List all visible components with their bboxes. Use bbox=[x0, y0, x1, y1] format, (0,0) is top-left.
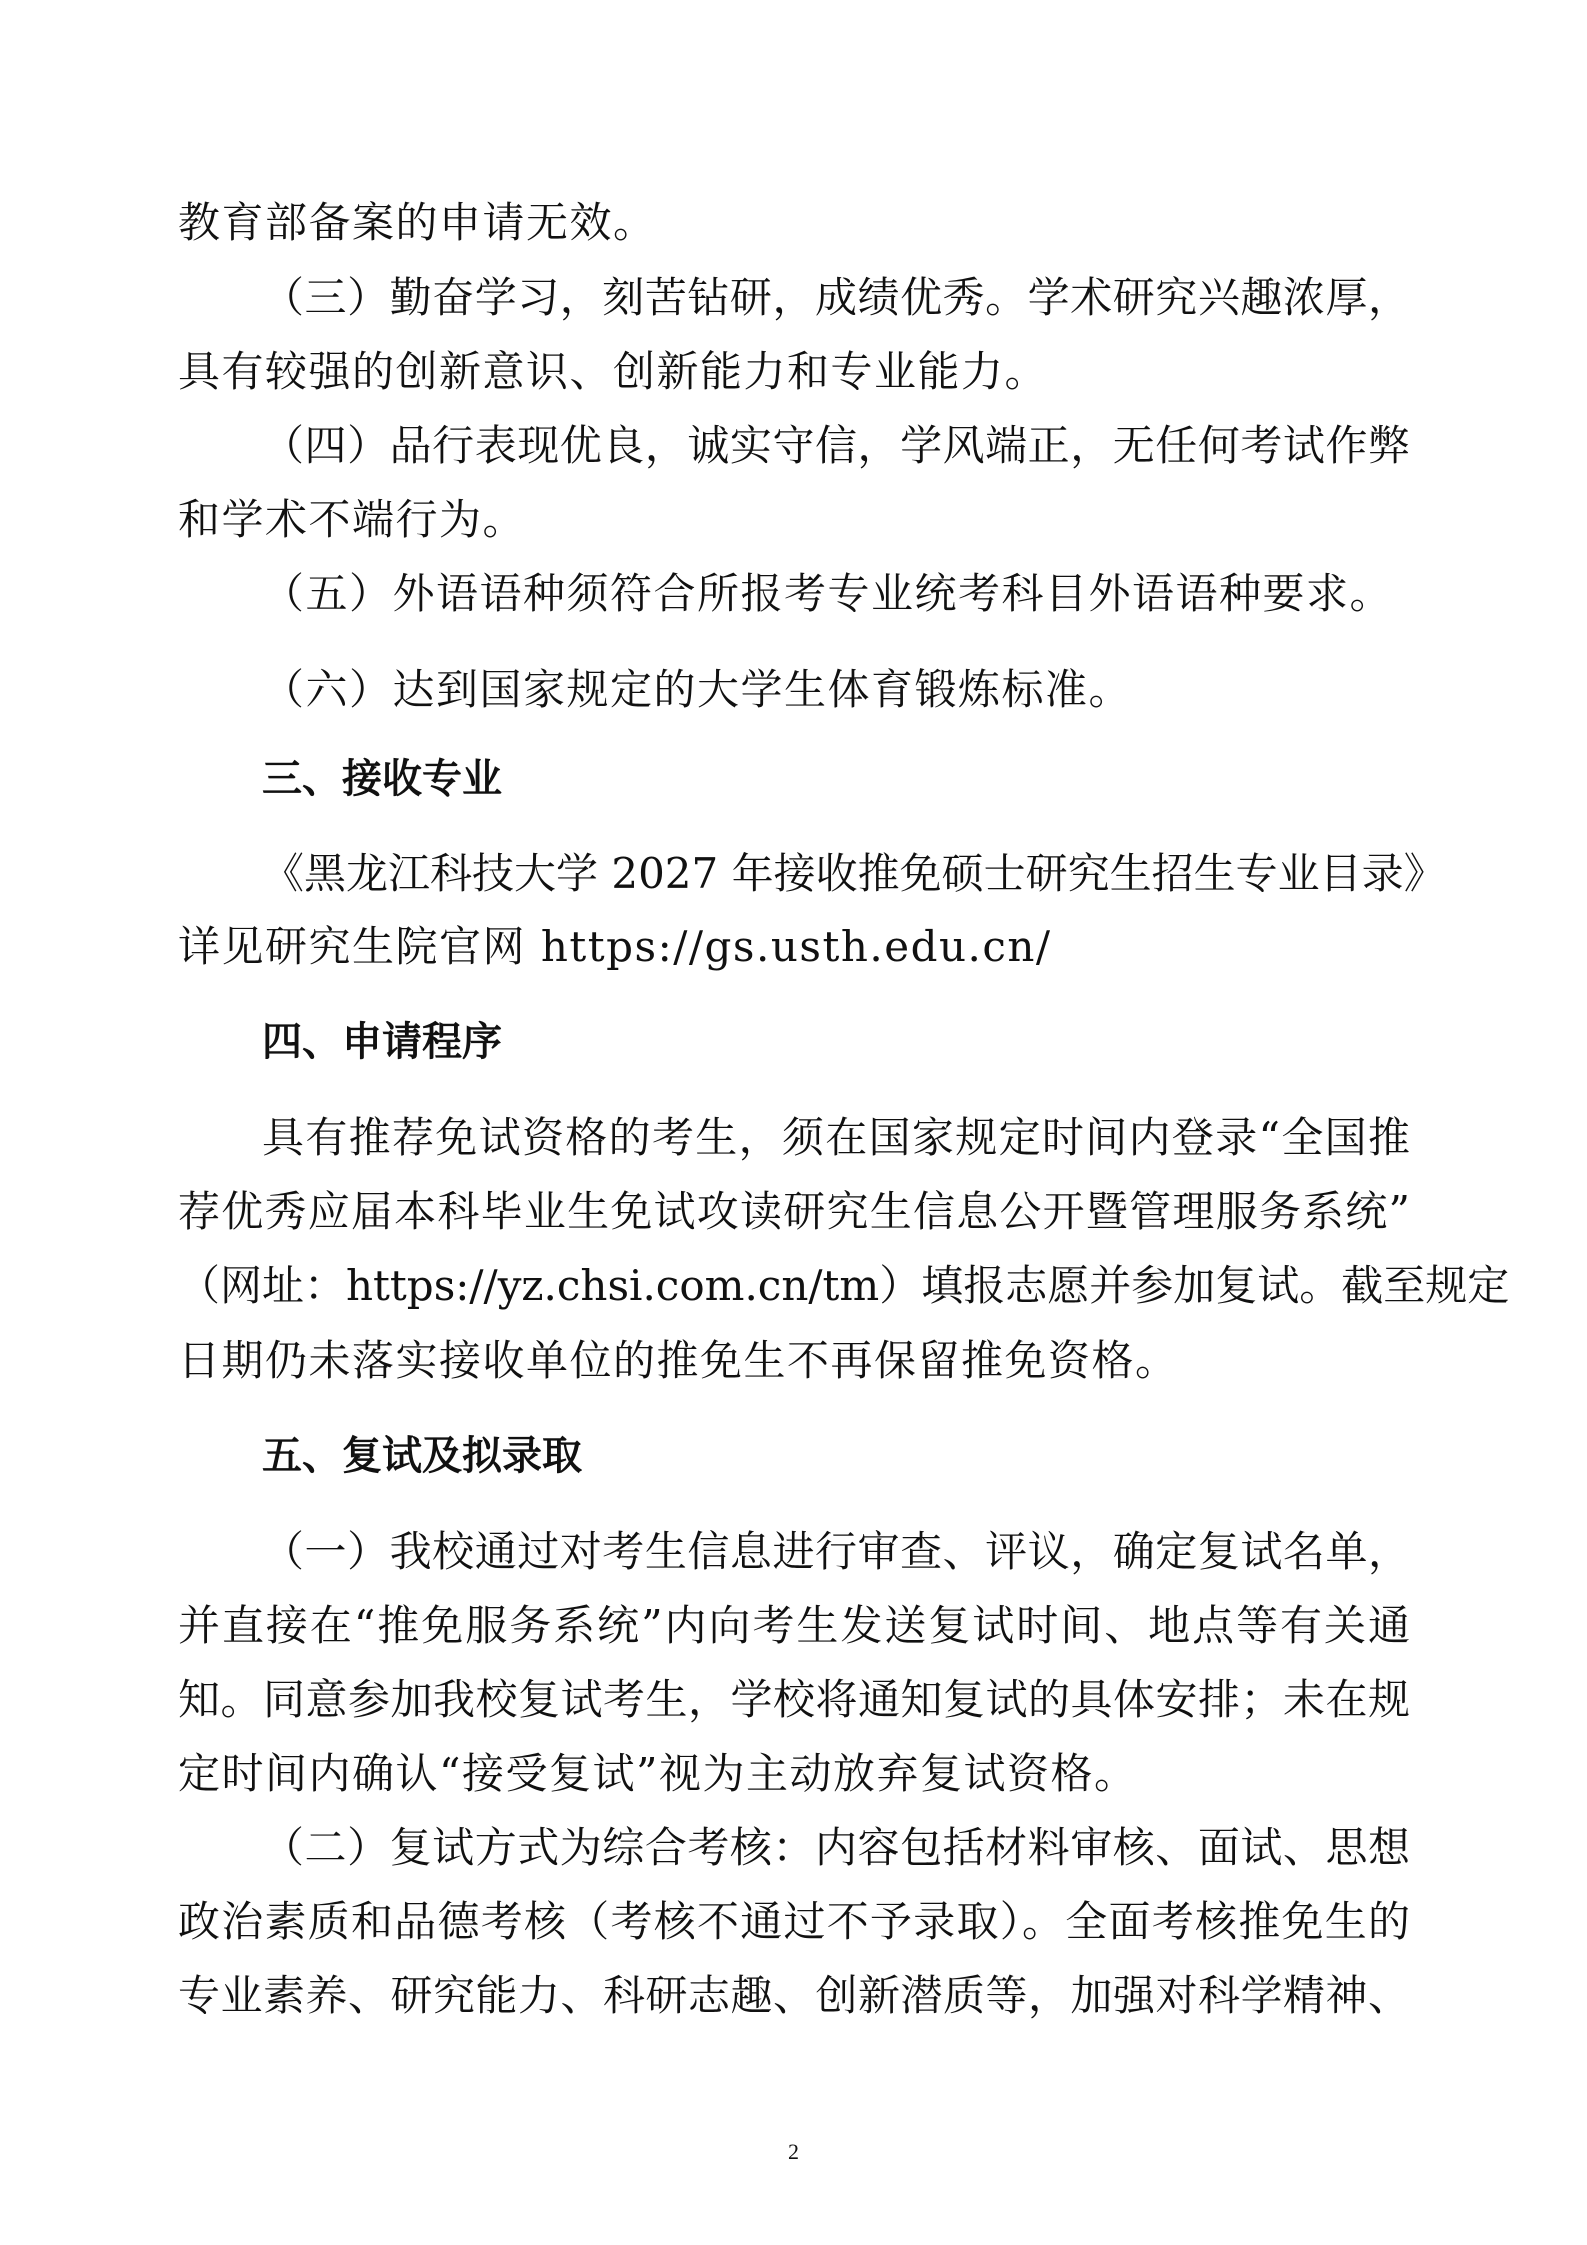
paragraph-line: 并直接在“推免服务系统”内向考生发送复试时间、地点等有关通 bbox=[178, 1601, 1410, 1650]
paragraph-line: 《黑龙江科技大学 2027 年接收推免硕士研究生招生专业目录》 bbox=[262, 849, 1446, 898]
paragraph-line: 教育部备案的申请无效。 bbox=[178, 198, 657, 247]
section-heading: 三、接收专业 bbox=[262, 756, 502, 802]
paragraph-line: （一）我校通过对考生信息进行审查、评议，确定复试名单， bbox=[262, 1527, 1410, 1576]
section-heading: 五、复试及拟录取 bbox=[262, 1433, 582, 1479]
paragraph-line: 具有推荐免试资格的考生，须在国家规定时间内登录“全国推 bbox=[262, 1113, 1410, 1162]
paragraph-line: 专业素养、研究能力、科研志趣、创新潜质等，加强对科学精神、 bbox=[178, 1971, 1410, 2020]
paragraph-line: 荐优秀应届本科毕业生免试攻读研究生信息公开暨管理服务系统” bbox=[178, 1187, 1410, 1236]
paragraph-line: 定时间内确认“接受复试”视为主动放弃复试资格。 bbox=[178, 1749, 1138, 1798]
paragraph-line: （二）复试方式为综合考核：内容包括材料审核、面试、思想 bbox=[262, 1823, 1410, 1872]
page-number: 2 bbox=[788, 2139, 799, 2164]
paragraph-line: 和学术不端行为。 bbox=[178, 495, 527, 544]
paragraph-line: 政治素质和品德考核（考核不通过不予录取）。全面考核推免生的 bbox=[178, 1897, 1410, 1946]
paragraph-line: （五）外语语种须符合所报考专业统考科目外语语种要求。 bbox=[262, 569, 1394, 618]
paragraph-line: 知。同意参加我校复试考生，学校将通知复试的具体安排；未在规 bbox=[178, 1675, 1410, 1724]
paragraph-line: 详见研究生院官网 https://gs.usth.edu.cn/ bbox=[178, 922, 1052, 971]
paragraph-line: （六）达到国家规定的大学生体育锻炼标准。 bbox=[262, 665, 1133, 714]
paragraph-line: （三）勤奋学习，刻苦钻研，成绩优秀。学术研究兴趣浓厚， bbox=[262, 273, 1410, 322]
paragraph-line: 具有较强的创新意识、创新能力和专业能力。 bbox=[178, 347, 1049, 396]
paragraph-line: （四）品行表现优良，诚实守信，学风端正，无任何考试作弊 bbox=[262, 421, 1410, 470]
section-heading: 四、申请程序 bbox=[262, 1019, 502, 1065]
paragraph-line: （网址：https://yz.chsi.com.cn/tm）填报志愿并参加复试。截至规定 bbox=[178, 1261, 1510, 1310]
paragraph-line: 日期仍未落实接收单位的推免生不再保留推免资格。 bbox=[178, 1336, 1179, 1385]
